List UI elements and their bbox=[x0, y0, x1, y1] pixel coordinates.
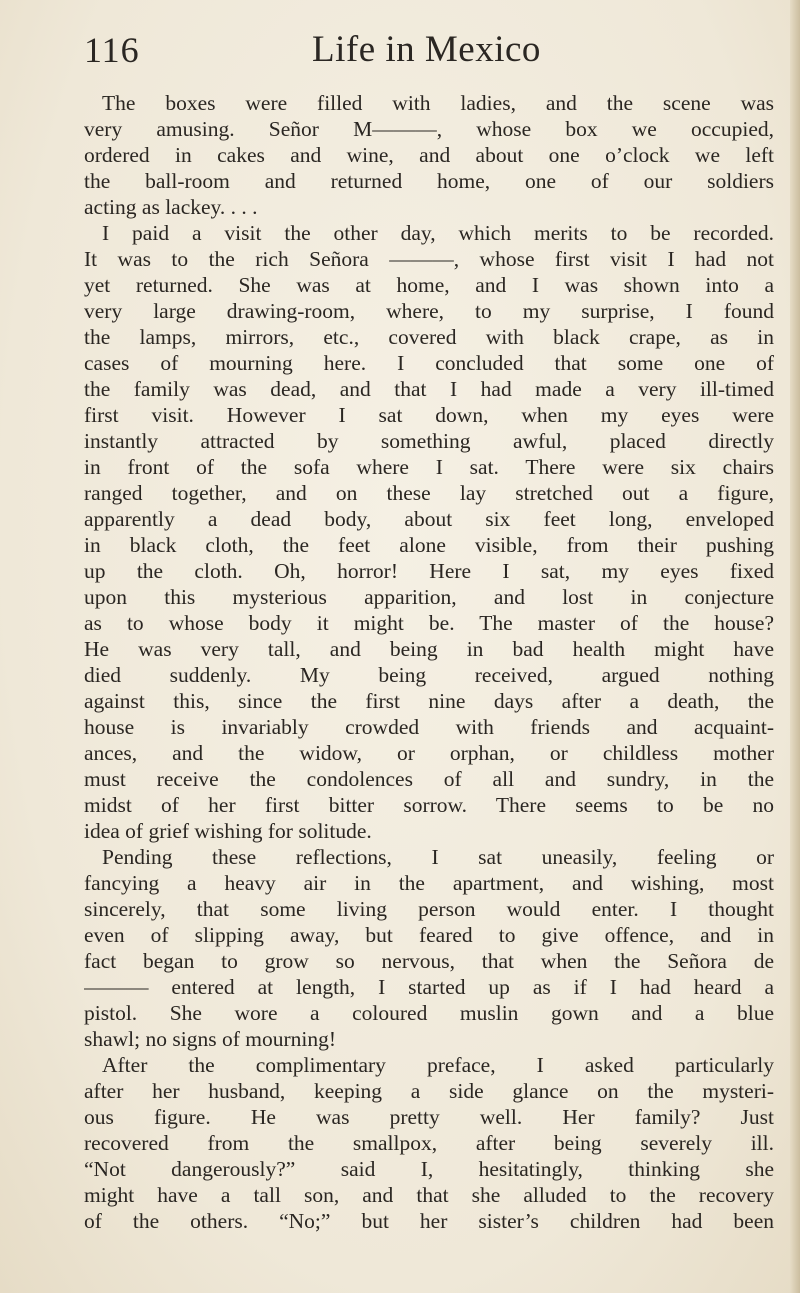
text-line: instantly attracted by something awful, placed directly bbox=[84, 429, 774, 453]
text-line: against this, since the first nine days after a death, the bbox=[84, 689, 774, 713]
text-line: sincerely, that some living person would enter. I thought bbox=[84, 897, 774, 921]
text-line: the lamps, mirrors, etc., covered with black crape, as in bbox=[84, 325, 774, 349]
text-line: in front of the sofa where I sat. There were six chairs bbox=[84, 455, 774, 479]
text-line: ous figure. He was pretty well. Her family? Just bbox=[84, 1105, 774, 1129]
text-line: fancying a heavy air in the apartment, and wishing, most bbox=[84, 871, 774, 895]
text-line: house is invariably crowded with friends and acquaint- bbox=[84, 715, 774, 739]
text-line: He was very tall, and being in bad health might have bbox=[84, 637, 774, 661]
text-line: upon this mysterious apparition, and lost in conjecture bbox=[84, 585, 774, 609]
running-title: Life in Mexico bbox=[312, 29, 541, 70]
text-line: idea of grief wishing for solitude. bbox=[84, 819, 372, 843]
text-line: recovered from the smallpox, after being severely ill. bbox=[84, 1131, 774, 1155]
text-line: cases of mourning here. I concluded that some one of bbox=[84, 351, 774, 375]
text-line: “Not dangerously?” said I, hesitatingly, thinking she bbox=[84, 1157, 774, 1181]
text-line: very amusing. Señor M———, whose box we occupied, bbox=[84, 117, 774, 141]
text-line: ances, and the widow, or orphan, or childless mother bbox=[84, 741, 774, 765]
text-line: ——— entered at length, I started up as if I had heard a bbox=[84, 975, 774, 999]
text-line: apparently a dead body, about six feet long, enveloped bbox=[84, 507, 774, 531]
text-line: ordered in cakes and wine, and about one o’clock we left bbox=[84, 143, 774, 167]
text-line: I paid a visit the other day, which merits to be recorded. bbox=[102, 221, 774, 245]
text-line: midst of her first bitter sorrow. There seems to be no bbox=[84, 793, 774, 817]
text-line: It was to the rich Señora ———, whose first visit I had not bbox=[84, 247, 774, 271]
text-line: fact began to grow so nervous, that when the Señora de bbox=[84, 949, 774, 973]
text-line: as to whose body it might be. The master of the house? bbox=[84, 611, 774, 635]
text-line: must receive the condolences of all and sundry, in the bbox=[84, 767, 774, 791]
text-line: Pending these reflections, I sat uneasily, feeling or bbox=[102, 845, 774, 869]
body-text bbox=[84, 90, 774, 1234]
text-line: acting as lackey. . . . bbox=[84, 195, 258, 219]
text-line: shawl; no signs of mourning! bbox=[84, 1027, 337, 1051]
text-line: The boxes were filled with ladies, and the scene was bbox=[102, 91, 774, 115]
text-line: ranged together, and on these lay stretched out a figure, bbox=[84, 481, 774, 505]
text-line: the ball-room and returned home, one of our soldiers bbox=[84, 169, 774, 193]
text-line: pistol. She wore a coloured muslin gown and a blue bbox=[84, 1001, 774, 1025]
text-line: died suddenly. My being received, argued nothing bbox=[84, 663, 774, 687]
text-line: After the complimentary preface, I asked particularly bbox=[102, 1053, 774, 1077]
text-line: the family was dead, and that I had made a very ill-timed bbox=[84, 377, 774, 401]
text-line: even of slipping away, but feared to give offence, and in bbox=[84, 923, 774, 947]
page-number: 116 bbox=[84, 30, 140, 70]
text-line: in black cloth, the feet alone visible, from their pushing bbox=[84, 533, 774, 557]
page-header bbox=[84, 26, 774, 76]
text-line: very large drawing-room, where, to my surprise, I found bbox=[84, 299, 774, 323]
page-edge-shadow bbox=[790, 0, 800, 1293]
text-line: first visit. However I sat down, when my eyes were bbox=[84, 403, 774, 427]
text-line: might have a tall son, and that she alluded to the recovery bbox=[84, 1183, 774, 1207]
text-line: yet returned. She was at home, and I was shown into a bbox=[84, 273, 774, 297]
text-line: up the cloth. Oh, horror! Here I sat, my eyes fixed bbox=[84, 559, 774, 583]
text-line: of the others. “No;” but her sister’s children had been bbox=[84, 1209, 774, 1233]
text-line: after her husband, keeping a side glance on the mysteri- bbox=[84, 1079, 774, 1103]
